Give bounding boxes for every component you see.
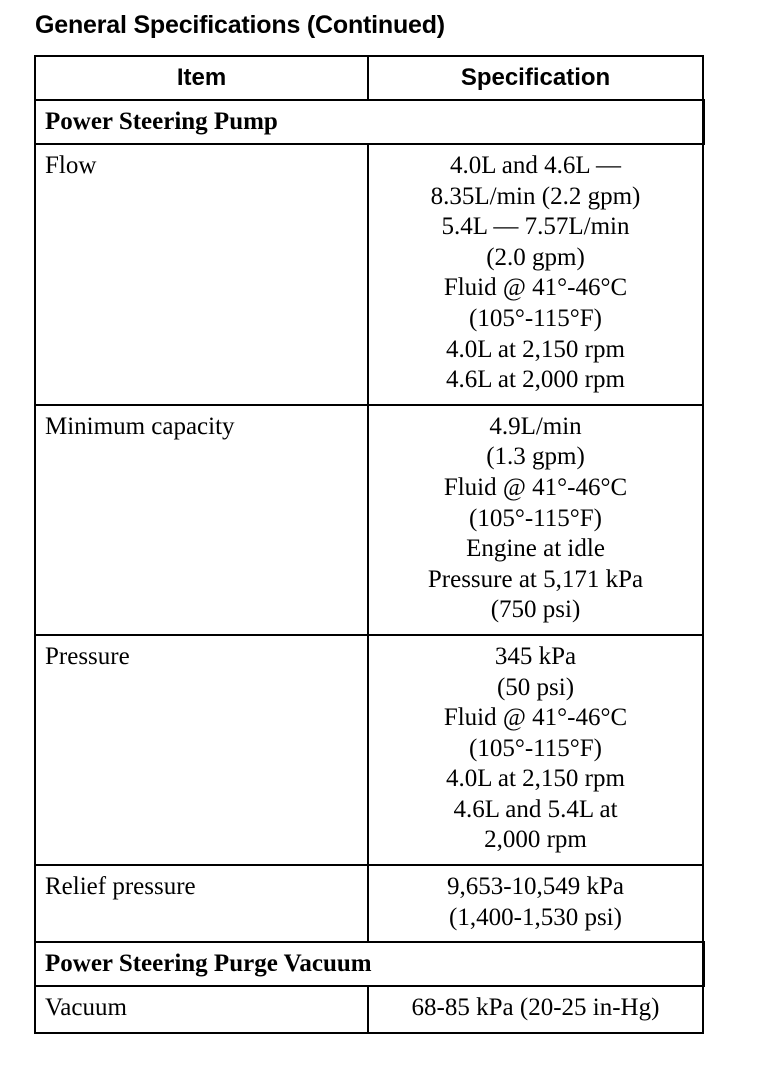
- spec-line: (105°-115°F): [469, 504, 602, 532]
- table-row: [35, 865, 703, 942]
- row-item: Vacuum: [35, 986, 368, 1033]
- spec-line: 4.0L and 4.6L —: [449, 152, 622, 179]
- spec-line: Engine at idle: [466, 535, 605, 563]
- spec-line: Fluid @ 41°-46°C: [443, 473, 628, 501]
- row-item: Flow: [35, 144, 368, 405]
- row-item: Minimum capacity: [35, 405, 368, 635]
- row-spec: [368, 144, 703, 405]
- spec-line: 4.6L and 5.4L at: [453, 795, 618, 823]
- spec-line: Pressure at 5,171 kPa: [427, 565, 644, 593]
- row-spec: [368, 986, 703, 1033]
- spec-line: 4.0L at 2,150 rpm: [446, 765, 625, 793]
- table-header-row: [35, 56, 703, 100]
- spec-line: 345 kPa: [494, 642, 577, 670]
- table-row: [35, 405, 703, 635]
- spec-line: 2,000 rpm: [484, 826, 587, 854]
- row-item: Relief pressure: [35, 865, 368, 942]
- spec-line: Fluid @ 41°-46°C: [443, 704, 628, 732]
- spec-line: (105°-115°F): [469, 734, 602, 762]
- spec-line: 9,653-10,549 kPa: [446, 873, 625, 901]
- row-spec: [368, 405, 703, 635]
- spec-line: (50 psi): [496, 673, 575, 701]
- spec-line: (750 psi): [490, 596, 581, 624]
- section-row-power-steering-pump: [35, 100, 703, 144]
- section-title: Power Steering Purge Vacuum: [35, 942, 703, 986]
- header-specification: Specification: [368, 56, 703, 100]
- spec-line: (105°-115°F): [469, 304, 602, 332]
- spec-line: 4.0L at 2,150 rpm: [446, 335, 625, 363]
- section-row-power-steering-purge-vacuum: [35, 942, 703, 986]
- specifications-table: [34, 55, 705, 1034]
- row-item: Pressure: [35, 635, 368, 865]
- spec-line: 4.6L at 2,000 rpm: [446, 366, 625, 394]
- table-row: [35, 986, 703, 1033]
- spec-line: 5.4L — 7.57L/min: [441, 213, 630, 241]
- page-title: General Specifications (Continued): [35, 11, 445, 39]
- table-row: [35, 635, 703, 865]
- spec-line: (2.0 gpm): [486, 243, 585, 271]
- header-item: Item: [35, 56, 368, 100]
- spec-line: (1.3 gpm): [486, 443, 585, 471]
- row-spec: [368, 865, 703, 942]
- spec-line: (1,400-1,530 psi): [449, 903, 622, 931]
- spec-line: Fluid @ 41°-46°C: [443, 274, 628, 302]
- spec-line: 4.9L/min: [489, 412, 582, 440]
- spec-line: 68-85 kPa (20-25 in-Hg): [411, 994, 660, 1022]
- spec-line: 8.35L/min (2.2 gpm): [430, 182, 641, 210]
- table-row: [35, 144, 703, 405]
- section-title: Power Steering Pump: [35, 100, 703, 144]
- row-spec: [368, 635, 703, 865]
